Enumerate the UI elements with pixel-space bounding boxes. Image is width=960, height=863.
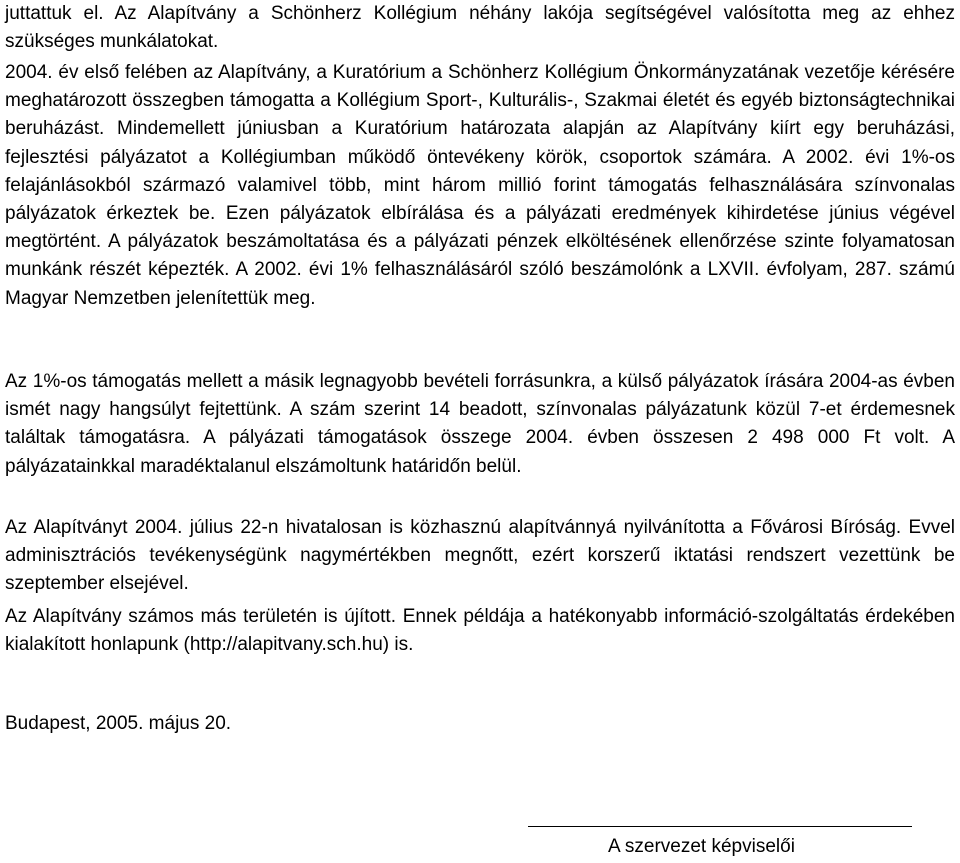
signature-label: A szervezet képviselői <box>608 836 795 857</box>
paragraph-3: Az 1%-os támogatás mellett a másik legnagyobb bevételi forrásunkra, a külső pályázatok írására 2004-as évben ismét nagy hangsúlyt fejtettünk. A szám szerint 14 beadott, színvonalas pályázatunk közül 7-et érdemesnek találtak támogatásra. A pályázati támogatások összege 2004. évben összesen 2 498 000 Ft volt. A pályázatainkkal maradéktalanul elszámoltunk határidőn belül. <box>5 371 955 477</box>
paragraph-4: Az Alapítványt 2004. július 22-n hivatalosan is közhasznú alapítvánnyá nyilvánította a Fővárosi Bíróság. Evvel adminisztrációs tevékenységünk nagymértékben megnőtt, ezért korszerű iktatási rendszert vezettünk be szeptember elsejével. <box>5 517 955 595</box>
place-and-date: Budapest, 2005. május 20. <box>5 713 232 734</box>
signature-line <box>528 826 912 827</box>
paragraph-1: juttattuk el. Az Alapítvány a Schönherz Kollégium néhány lakója segítségével valósította meg az ehhez szükséges munkálatokat. <box>5 3 955 53</box>
paragraph-5: Az Alapítvány számos más területén is újított. Ennek példája a hatékonyabb információ-szolgáltatás érdekében kialakított honlapunk (http://alapitvany.sch.hu) is. <box>5 606 955 656</box>
paragraph-2: 2004. év első felében az Alapítvány, a Kuratórium a Schönherz Kollégium Önkormányzatának vezetője kérésére meghatározott összegben támogatta a Kollégium Sport-, Kulturális-, Szakmai életét és egyéb biztonságtechnikai beruházást. Mindemellett júniusban a Kuratórium határozata alapján az Alapítvány kiírt egy beruházási, fejlesztési pályázatot a Kollégiumban működő öntevékeny körök, csoportok számára. A 2002. évi 1%-os felajánlásokból származó valamivel több, mint három millió forint támogatás felhasználására színvonalas pályázatok érkeztek be. Ezen pályázatok elbírálása és a pályázati eredmények kihirdetése június végével megtörtént. A pályázatok beszámoltatása és a pályázati pénzek elköltésének ellenőrzése szinte folyamatosan munkánk részét képezték. A 2002. évi 1% felhasználásáról szóló beszámolónk a LXVII. évfolyam, 287. számú Magyar Nemzetben jelenítettük meg. <box>5 62 955 309</box>
